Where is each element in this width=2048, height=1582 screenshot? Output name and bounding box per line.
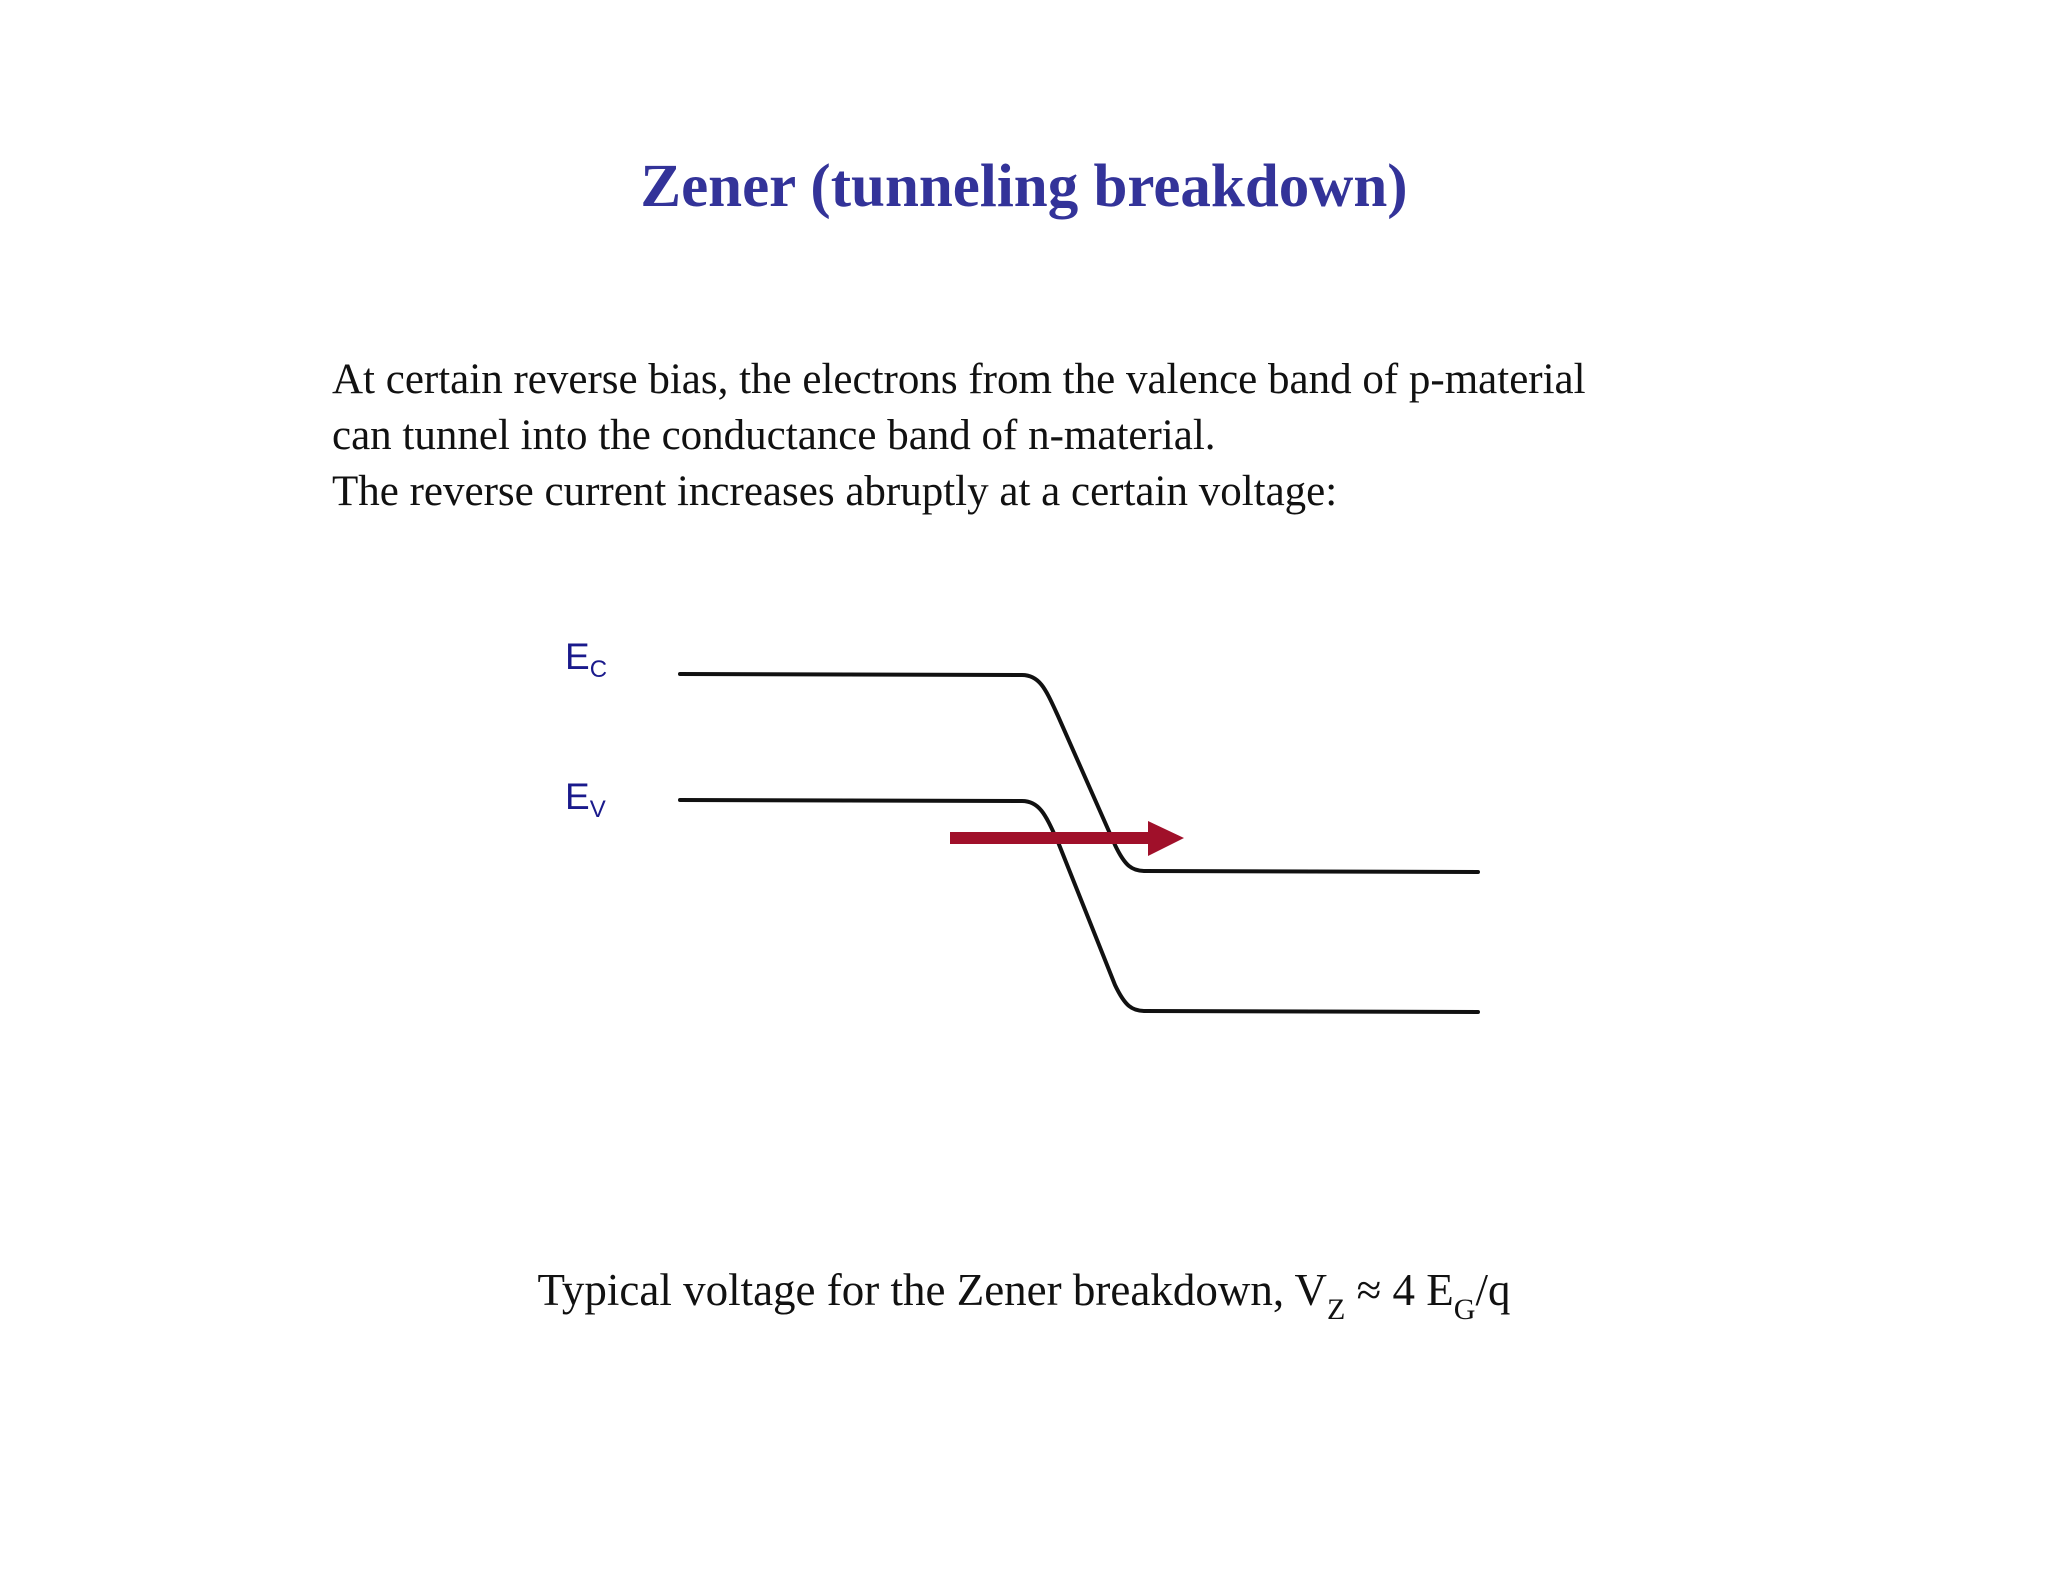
valence-band-line: [680, 800, 1478, 1012]
ev-label: $E_V$: [565, 776, 606, 823]
ec-label: $E_C$: [565, 636, 608, 683]
formula-sub-z: Z: [1327, 1293, 1346, 1326]
formula-sub-g: G: [1453, 1293, 1476, 1326]
tunneling-arrow-shaft: [950, 832, 1152, 844]
formula-prefix: Typical voltage for the Zener breakdown, V: [537, 1265, 1328, 1315]
zener-voltage-formula: [0, 1265, 2048, 1326]
ev-label-sub: V: [589, 796, 606, 823]
formula-suffix: /q: [1475, 1265, 1511, 1315]
body-line-1: At certain reverse bias, the electrons from the valence band of p-material: [332, 356, 1586, 403]
formula-middle: ≈ 4 E: [1345, 1265, 1454, 1315]
ec-label-sub: C: [589, 656, 608, 683]
slide-title: Zener (tunneling breakdown): [640, 153, 1408, 220]
body-line-3: The reverse current increases abruptly at a certain voltage:: [332, 468, 1338, 515]
tunneling-arrow-head: [1148, 821, 1184, 856]
body-line-2: can tunnel into the conductance band of n-material.: [332, 412, 1216, 459]
